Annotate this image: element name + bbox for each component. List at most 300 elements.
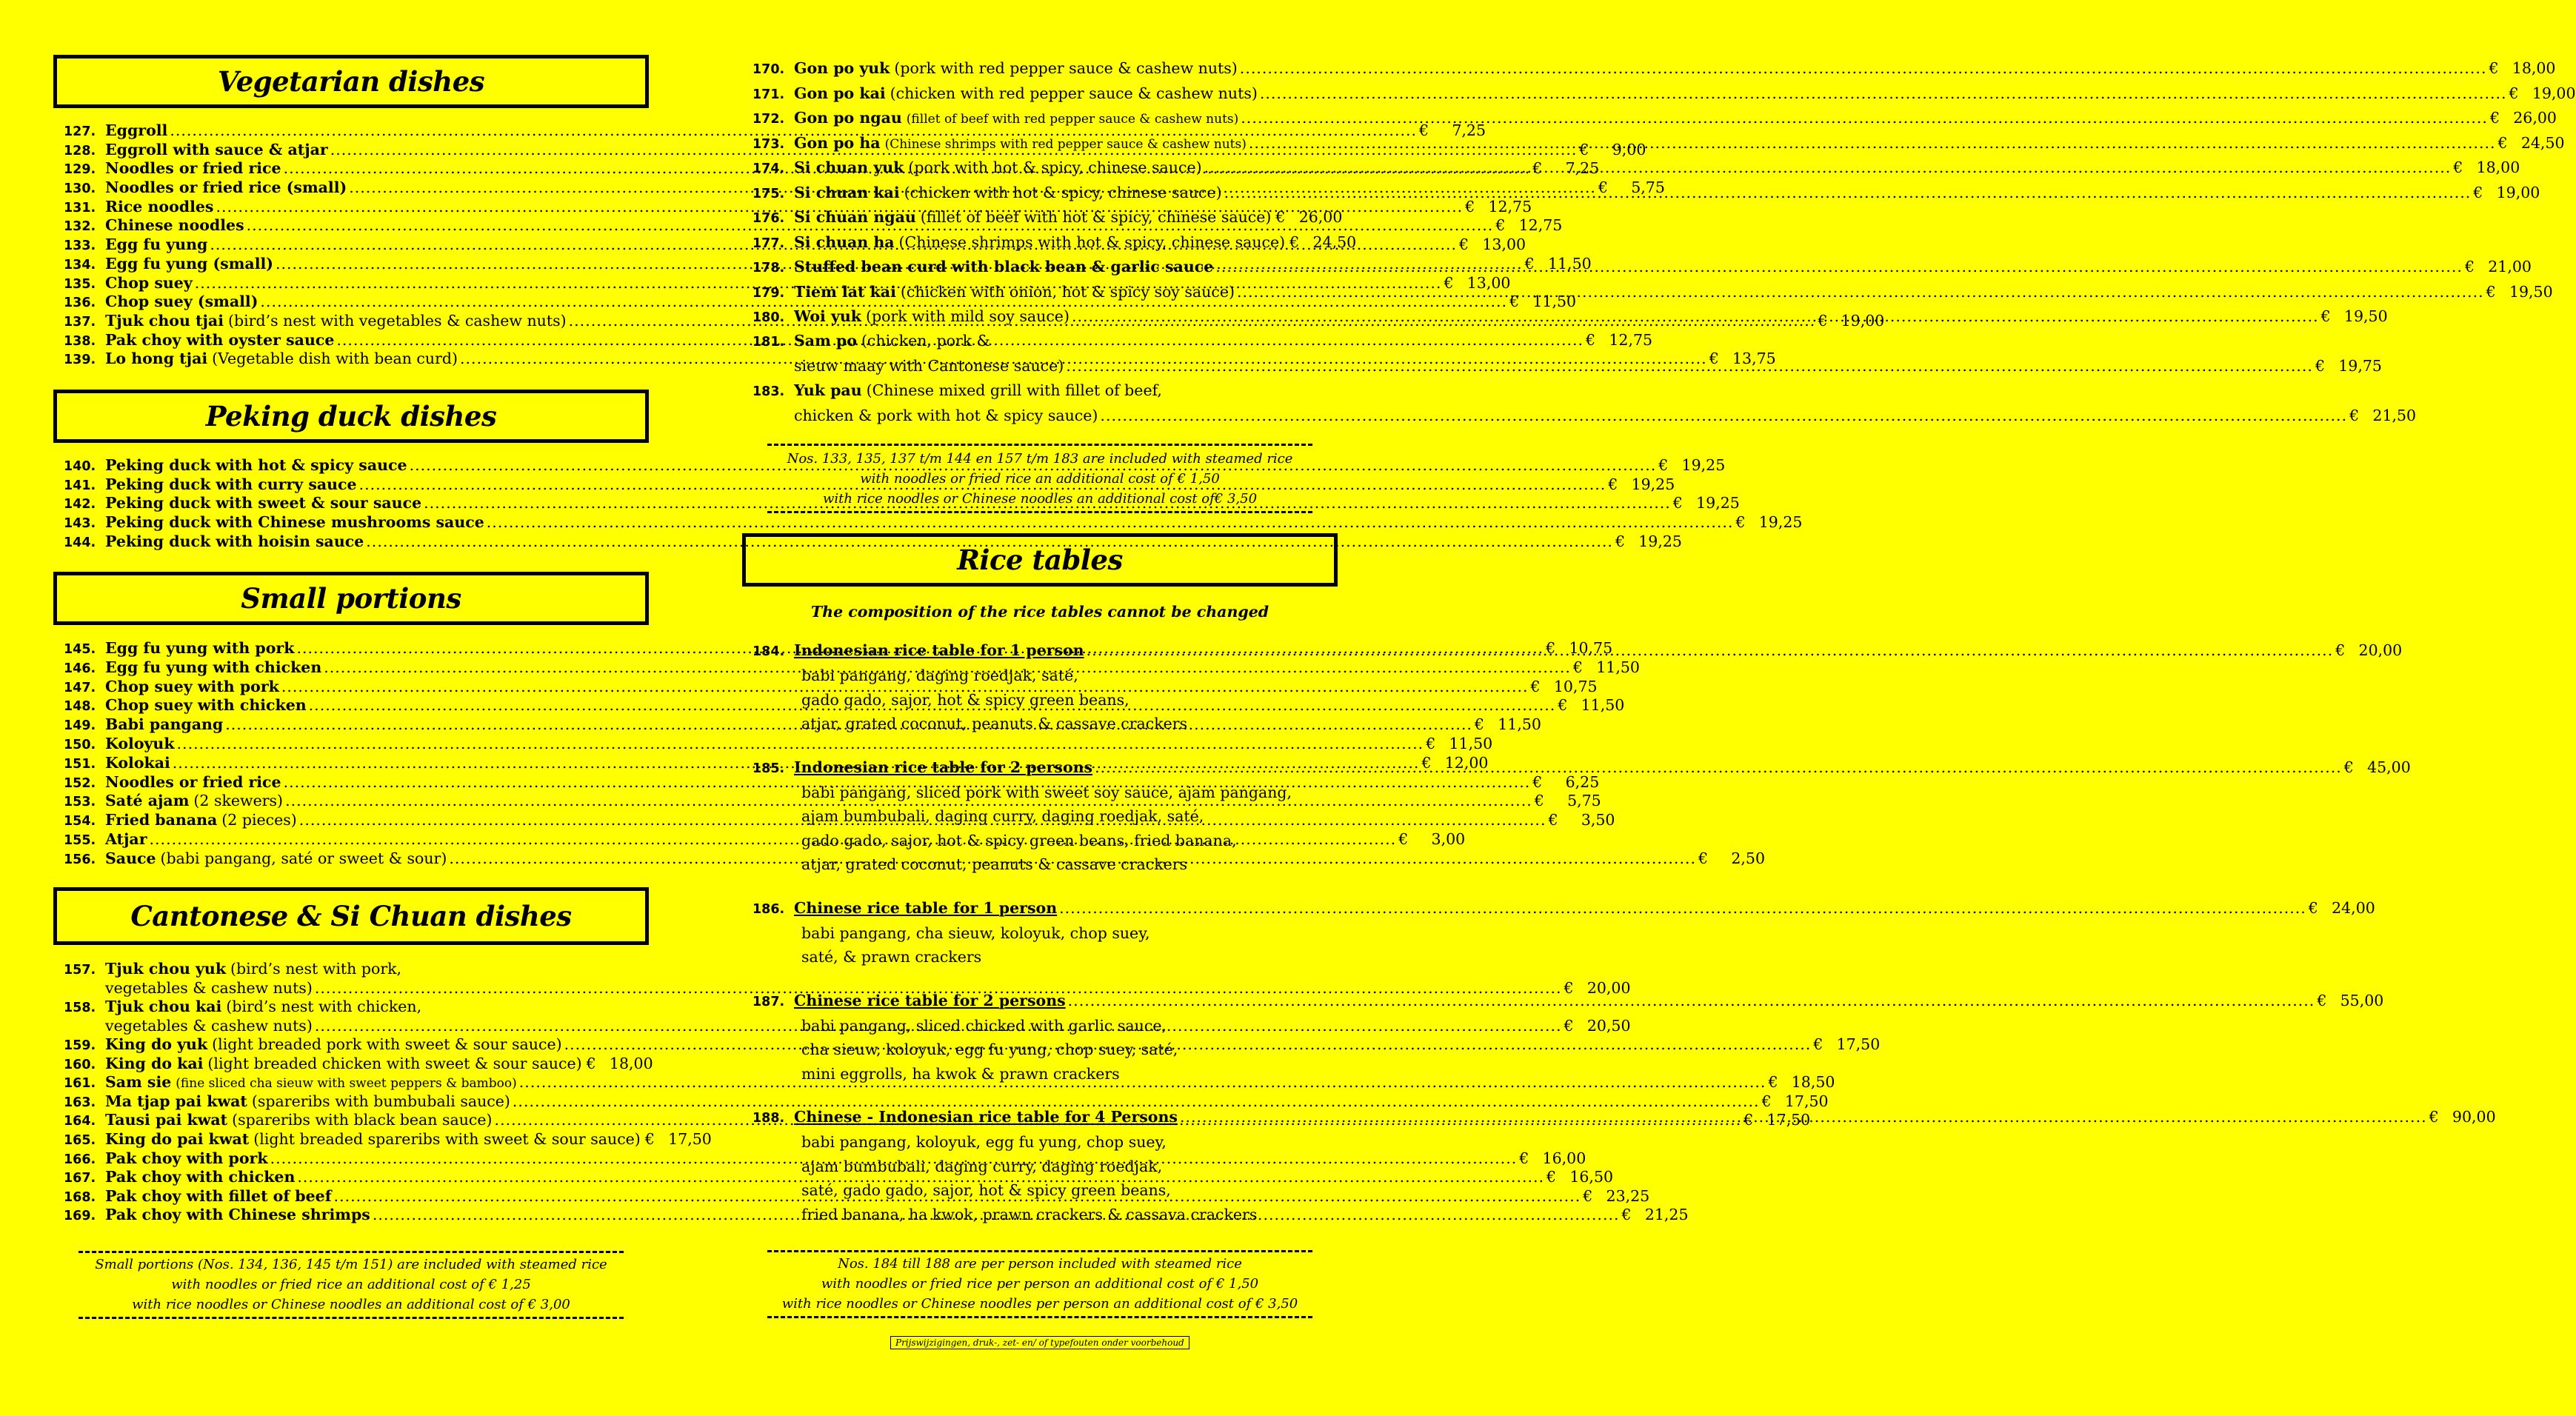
currency-symbol: €	[1658, 456, 1669, 474]
small-portions-title: Small portions	[241, 582, 461, 615]
item-name: Stuffed bean curd with black bean & garlic sauce	[794, 258, 1214, 275]
item-price: 19,25	[1638, 532, 1682, 550]
currency-symbol: €	[1558, 696, 1568, 715]
item-price: 19,50	[2343, 307, 2388, 325]
right-dishes-note	[742, 449, 1338, 509]
item-description-cont: vegetables & cashew nuts)	[105, 978, 313, 997]
contents-line: babi pangang, sliced pork with sweet soy sauce, ajam pangang,	[801, 783, 1292, 801]
item-price: 19,00	[1841, 311, 1885, 330]
menu-item	[753, 378, 2417, 428]
item-description: (chicken, pork &	[861, 332, 990, 350]
item-number: 129.	[64, 162, 96, 178]
currency-symbol: €	[1444, 273, 1454, 292]
item-number: 137.	[64, 314, 96, 330]
contents-line: cha sieuw, koloyuk, egg fu yung, chop suey, saté,	[801, 1041, 1178, 1058]
rice-tables-subtitle: The composition of the rice tables cannot be changed	[810, 603, 1269, 621]
item-name: Pak choy with pork	[105, 1149, 268, 1167]
item-price: 21,00	[2488, 258, 2532, 275]
item-number: 176.	[753, 211, 785, 226]
currency-symbol: €	[1398, 829, 1409, 848]
item-description-cont: vegetables & cashew nuts)	[105, 1016, 313, 1035]
currency-symbol: €	[1698, 849, 1709, 867]
currency-symbol: €	[1546, 639, 1556, 657]
item-name: King do pai kwat	[105, 1129, 250, 1148]
item-name: Chinese rice table for 2 persons	[794, 991, 1066, 1009]
item-name: Si chuan kai	[794, 183, 900, 201]
item-price: 21,50	[2372, 406, 2417, 424]
item-name: Si chuan yuk	[794, 158, 904, 176]
currency-symbol: €	[1709, 350, 1719, 368]
item-name: Gon po ha	[794, 133, 881, 152]
item-number: 128.	[64, 143, 96, 158]
item-number: 173.	[753, 136, 785, 152]
currency-symbol: €	[1509, 293, 1520, 311]
currency-symbol: €	[1548, 811, 1558, 829]
leader-dots	[1095, 754, 2342, 781]
item-name: Eggroll with sauce & atjar	[105, 140, 328, 158]
item-name: Chop suey with chicken	[105, 696, 307, 715]
menu-item	[753, 56, 2556, 81]
small-portions-header	[53, 572, 649, 625]
item-number: 150.	[64, 737, 96, 752]
item-price: 12,75	[1488, 197, 1532, 216]
contents-line: atjar, grated coconut, peanuts & cassave crackers	[801, 855, 1188, 873]
item-price: 10,75	[1569, 639, 1613, 657]
item-price: 17,50	[1766, 1111, 1811, 1129]
item-name: Peking duck with hot & spicy sauce	[105, 456, 407, 474]
item-description: (chicken with onion, hot & spicy soy sauce)	[900, 282, 1235, 301]
leader-dots	[487, 513, 1734, 532]
item-name: Pak choy with chicken	[105, 1168, 296, 1186]
item-name: Noodles or fried rice	[105, 772, 281, 791]
item-number: 168.	[64, 1189, 96, 1205]
item-number: 157.	[64, 963, 96, 978]
peking-duck-title: Peking duck dishes	[205, 400, 497, 433]
item-number: 152.	[64, 775, 96, 791]
note-line: with noodles or fried rice per person an additional cost of € 1,50	[821, 1276, 1259, 1292]
currency-symbol: €	[1761, 1092, 1772, 1110]
note-line: Small portions (Nos. 134, 136, 145 t/m 151) are included with steamed rice	[95, 1257, 607, 1272]
vegetarian-header	[53, 55, 649, 108]
currency-symbol: €	[1532, 159, 1543, 178]
currency-symbol: €	[644, 1129, 655, 1148]
item-number: 170.	[753, 62, 785, 77]
menu-item	[753, 205, 1343, 230]
item-description: (fillet of beef with red pepper sauce & cashew nuts)	[906, 112, 1239, 127]
contents-line: ajam bumbubali, daging curry, daging roedjak, saté,	[801, 807, 1204, 825]
item-number: 153.	[64, 795, 96, 810]
item-description: (fine sliced cha sieuw with sweet peppers & bamboo)	[176, 1076, 517, 1092]
item-price: 3,00	[1431, 829, 1466, 848]
note-line: with noodles or fried rice an additional cost of € 1,50	[860, 471, 1220, 487]
item-name: Chop suey with pork	[105, 677, 279, 695]
leader-dots	[1059, 895, 2306, 921]
item-first-line	[753, 329, 1338, 354]
item-price: 19,75	[2338, 356, 2382, 375]
item-number: 144.	[64, 535, 96, 550]
item-price: 17,50	[1836, 1035, 1881, 1053]
currency-symbol: €	[1465, 197, 1475, 216]
menu-item	[64, 677, 1598, 697]
menu-item	[64, 1129, 712, 1149]
item-number: 134.	[64, 257, 96, 273]
item-name: Noodles or fried rice (small)	[105, 178, 347, 197]
item-number: 136.	[64, 295, 96, 311]
peking-duck-header	[53, 390, 649, 443]
item-name: Yuk pau	[794, 381, 862, 399]
currency-symbol: €	[2343, 758, 2354, 776]
item-price: 19,50	[2509, 282, 2553, 301]
currency-symbol: €	[1546, 1168, 1557, 1186]
item-name: Fried banana	[105, 811, 218, 829]
item-number: 149.	[64, 718, 96, 734]
item-number: 177.	[753, 236, 785, 251]
item-description: (light breaded pork with sweet & sour sauce)	[212, 1035, 562, 1053]
item-price: 19,00	[2496, 183, 2540, 201]
leader-dots	[1240, 56, 2487, 81]
item-name: Atjar	[105, 829, 147, 848]
item-number: 141.	[64, 478, 96, 493]
item-number: 130.	[64, 181, 96, 197]
item-name: King do kai	[105, 1054, 204, 1072]
leader-dots	[1204, 156, 2452, 181]
currency-symbol: €	[1419, 121, 1429, 139]
item-name: Noodles or fried rice	[105, 159, 281, 178]
item-description: (chicken with hot & spicy, chinese sauce)	[904, 183, 1222, 201]
item-number: 186.	[753, 901, 785, 917]
item-number: 154.	[64, 814, 96, 829]
currency-symbol: €	[2473, 183, 2483, 201]
divider-top	[767, 1250, 1312, 1252]
item-name: Pak choy with fillet of beef	[105, 1186, 332, 1205]
currency-symbol: €	[1735, 513, 1746, 532]
leader-dots	[1237, 280, 2484, 305]
item-number: 151.	[64, 756, 96, 772]
item-description-cont: chicken & pork with hot & spicy sauce)	[794, 406, 1098, 424]
item-description: (bird’s nest with chicken,	[226, 998, 422, 1015]
currency-symbol: €	[2489, 59, 2499, 77]
item-second-line	[64, 978, 1631, 998]
item-number: 178.	[753, 261, 785, 275]
item-price: 5,75	[1631, 178, 1665, 197]
item-description: (2 pieces)	[221, 811, 297, 829]
item-price: 20,00	[2358, 641, 2403, 659]
item-price: 11,50	[1498, 715, 1541, 734]
item-name: Ma tjap pai kwat	[105, 1092, 247, 1110]
item-number: 184.	[753, 644, 785, 659]
item-name: Peking duck with sweet & sour sauce	[105, 494, 422, 512]
item-number: 175.	[753, 186, 785, 201]
contents-line: fried banana, ha kwok, prawn crackers & cassava crackers	[801, 1205, 1258, 1223]
currency-symbol: €	[1421, 753, 1432, 772]
currency-symbol: €	[1474, 715, 1484, 734]
currency-symbol: €	[2320, 307, 2331, 325]
item-name: Saté ajam	[105, 792, 190, 810]
currency-symbol: €	[1672, 494, 1683, 512]
item-price: 90,00	[2452, 1108, 2496, 1126]
item-description: (pork with red pepper sauce & cashew nuts)	[894, 59, 1238, 77]
item-price: 18,00	[2512, 59, 2556, 77]
currency-symbol: €	[2509, 84, 2519, 102]
item-number: 160.	[64, 1057, 96, 1072]
item-name: Chop suey	[105, 273, 193, 292]
contents-line: saté, & prawn crackers	[801, 948, 982, 966]
item-description: (bird’s nest with vegetables & cashew nuts)	[227, 311, 567, 330]
leader-dots	[1215, 255, 2463, 280]
item-number: 131.	[64, 200, 96, 216]
item-name: Rice noodles	[105, 197, 214, 216]
item-number: 138.	[64, 333, 96, 349]
item-number: 132.	[64, 219, 96, 235]
currency-symbol: €	[1598, 178, 1608, 197]
item-name: Gon po kai	[794, 84, 886, 102]
item-description: (light breaded chicken with sweet & sour sauce)	[207, 1054, 582, 1072]
item-number: 163.	[64, 1095, 96, 1110]
item-price: 18,00	[2476, 158, 2520, 176]
item-number: 169.	[64, 1209, 96, 1224]
item-price: 12,75	[1609, 330, 1653, 349]
currency-symbol: €	[1744, 1111, 1754, 1129]
leader-dots	[1072, 304, 2319, 330]
item-number: 188.	[753, 1111, 785, 1126]
item-name: Gon po yuk	[794, 59, 890, 77]
item-name: Gon po ngau	[794, 109, 902, 127]
divider-top	[79, 1251, 624, 1253]
item-price: 13,00	[1466, 273, 1511, 292]
item-name: Indonesian rice table for 2 persons	[794, 758, 1093, 776]
item-name: Pak choy with oyster sauce	[105, 330, 335, 349]
contents-line: babi pangang, sliced chicked with garlic sauce,	[801, 1016, 1167, 1035]
small-portions-note	[53, 1255, 649, 1315]
item-price: 16,50	[1569, 1168, 1614, 1186]
item-number: 161.	[64, 1076, 96, 1092]
item-description: (Chinese shrimps with red pepper sauce & cashew nuts)	[884, 136, 1247, 152]
item-description: (Vegetable dish with bean curd)	[212, 350, 458, 368]
item-number: 172.	[753, 112, 785, 127]
item-description: (chicken with red pepper sauce & cashew nuts)	[890, 84, 1258, 102]
item-price: 26,00	[1298, 208, 1343, 226]
item-price: 6,25	[1565, 772, 1600, 791]
contents-line: gado gado, sajor, hot & spicy green beans,	[801, 690, 1129, 709]
item-description: (2 skewers)	[193, 792, 284, 810]
currency-symbol: €	[2486, 282, 2496, 301]
currency-symbol: €	[2335, 641, 2346, 659]
currency-symbol: €	[2349, 406, 2360, 424]
item-name: Tausi pai kwat	[105, 1111, 228, 1129]
currency-symbol: €	[2308, 898, 2318, 917]
item-number: 139.	[64, 353, 96, 368]
item-price: 19,25	[1758, 513, 1803, 532]
note-line: with rice noodles or Chinese noodles an additional cost of € 3,00	[132, 1297, 570, 1312]
menu-item	[64, 1054, 653, 1074]
item-name: Egg fu yung	[105, 236, 208, 254]
item-price: 55,00	[2340, 991, 2384, 1009]
item-description: (fillet of beef with hot & spicy, chinese sauce)	[920, 208, 1272, 226]
rice-tables-title: Rice tables	[957, 544, 1123, 576]
item-number: 166.	[64, 1152, 96, 1167]
item-name: Tjuk chou kai	[105, 998, 222, 1015]
item-number: 165.	[64, 1132, 96, 1148]
item-number: 127.	[64, 124, 96, 139]
item-price: 11,50	[1581, 696, 1625, 715]
currency-symbol: €	[2489, 109, 2500, 127]
item-description: (spareribs with black bean sauce)	[232, 1111, 493, 1129]
item-name: Si chuan ngau	[794, 208, 916, 226]
rice-table-contents	[753, 1014, 1338, 1086]
divider-top	[767, 444, 1312, 446]
item-number: 164.	[64, 1114, 96, 1129]
divider-bottom	[79, 1317, 624, 1319]
item-number: 155.	[64, 832, 96, 848]
menu-item	[64, 1092, 1829, 1112]
contents-line: babi pangang, daging roedjak, saté,	[801, 667, 1078, 684]
cantonese-title: Cantonese & Si Chuan dishes	[130, 900, 572, 932]
contents-line: ajam bumbubali, daging curry, daging roedjak,	[801, 1157, 1163, 1175]
item-price: 21,25	[1644, 1206, 1689, 1224]
item-price: 5,75	[1567, 792, 1601, 810]
item-name: Babi pangang	[105, 715, 224, 734]
item-name: Si chuan ha	[794, 233, 895, 251]
menu-item	[64, 532, 1682, 552]
item-name: Egg fu yung (small)	[105, 254, 273, 273]
menu-item	[64, 1168, 1614, 1187]
currency-symbol: €	[1579, 140, 1589, 158]
item-price: 12,75	[1518, 216, 1563, 235]
currency-symbol: €	[1621, 1206, 1632, 1224]
item-name: King do yuk	[105, 1035, 208, 1053]
rice-tables-note	[742, 1254, 1338, 1314]
item-number: 171.	[753, 87, 785, 102]
cantonese-header	[53, 887, 649, 945]
item-number: 146.	[64, 661, 96, 676]
item-description: (light breaded spareribs with sweet & sour sauce)	[253, 1129, 641, 1148]
disclaimer: Prijswijzigingen, druk-, zet- en/ of typefouten onder voorbehoud	[890, 1336, 1189, 1349]
leader-dots	[1249, 131, 2496, 156]
leader-dots	[1224, 181, 2472, 206]
item-price: 23,25	[1606, 1186, 1650, 1205]
menu-item	[753, 895, 2375, 921]
item-number: 174.	[753, 161, 785, 176]
vegetarian-title: Vegetarian dishes	[217, 65, 485, 98]
currency-symbol: €	[2429, 1108, 2439, 1126]
item-price: 26,00	[2513, 109, 2557, 127]
currency-symbol: €	[1564, 1016, 1574, 1035]
item-price: 19,00	[2532, 84, 2576, 102]
item-price: 19,25	[1696, 494, 1740, 512]
item-number: 148.	[64, 699, 96, 715]
currency-symbol: €	[2315, 356, 2325, 375]
currency-symbol: €	[586, 1054, 596, 1072]
item-description: (babi pangang, saté or sweet & sour)	[160, 849, 447, 867]
item-description: (bird’s nest with pork,	[230, 960, 402, 978]
item-price: 12,00	[1444, 753, 1489, 772]
item-price: 10,75	[1553, 677, 1598, 695]
item-price: 16,00	[1542, 1149, 1586, 1167]
item-description: (spareribs with bumbubali sauce)	[251, 1092, 510, 1110]
divider-bottom	[767, 1316, 1312, 1318]
currency-symbol: €	[2497, 133, 2508, 152]
contents-line: gado gado, sajor, hot & spicy green beans, fried banana,	[801, 831, 1237, 849]
currency-symbol: €	[1564, 978, 1574, 997]
currency-symbol: €	[2453, 158, 2463, 176]
item-name: Chinese - Indonesian rice table for 4 Persons	[794, 1108, 1178, 1126]
rice-table-contents	[753, 664, 1338, 736]
item-name: Pak choy with Chinese shrimps	[105, 1206, 370, 1224]
leader-dots	[1087, 637, 2334, 664]
leader-dots	[1260, 81, 2507, 107]
item-number: 142.	[64, 497, 96, 512]
item-number: 167.	[64, 1171, 96, 1186]
item-name: Eggroll	[105, 121, 168, 139]
item-number: 180.	[753, 310, 785, 325]
item-name: Tjuk chou tjai	[105, 311, 224, 330]
currency-symbol: €	[2317, 991, 2327, 1009]
item-price: 18,50	[1791, 1073, 1835, 1092]
item-price: 2,50	[1731, 849, 1765, 867]
item-price: 20,50	[1586, 1016, 1631, 1035]
currency-symbol: €	[1586, 330, 1596, 349]
currency-symbol: €	[1615, 532, 1625, 550]
currency-symbol: €	[1459, 236, 1469, 254]
item-description: (pork with mild soy sauce)	[865, 307, 1070, 325]
currency-symbol: €	[1530, 677, 1541, 695]
menu-item	[753, 230, 1357, 256]
item-name: Indonesian rice table for 1 person	[794, 641, 1084, 659]
leader-dots	[1068, 987, 2315, 1014]
item-name: Lo hong tjai	[105, 350, 208, 368]
item-number: 158.	[64, 1001, 96, 1015]
item-price: 11,50	[1596, 658, 1640, 676]
contents-line: mini eggrolls, ha kwok & prawn crackers	[801, 1064, 1120, 1083]
contents-line: babi pangang, cha sieuw, koloyuk, chop suey,	[801, 924, 1150, 942]
item-price: 7,25	[1565, 159, 1600, 178]
item-price: 45,00	[2367, 758, 2411, 776]
item-description: (Chinese mixed grill with fillet of beef,	[866, 381, 1162, 399]
divider-bottom	[767, 511, 1312, 513]
currency-symbol: €	[2464, 258, 2475, 275]
item-name: Chinese rice table for 1 person	[794, 898, 1058, 917]
currency-symbol: €	[1583, 1186, 1593, 1205]
menu-item	[64, 121, 1486, 141]
item-number: 185.	[753, 761, 785, 776]
leader-dots	[1241, 106, 2488, 131]
item-description: (pork with hot & spicy, chinese sauce)	[908, 158, 1202, 176]
rice-tables-header	[742, 533, 1338, 587]
item-price: 17,50	[1784, 1092, 1829, 1110]
currency-symbol: €	[1495, 216, 1506, 235]
contents-line: atjar, grated coconut, peanuts & cassave crackers	[801, 715, 1188, 732]
item-number: 140.	[64, 459, 96, 474]
leader-dots	[1180, 1103, 2427, 1130]
item-number: 159.	[64, 1038, 96, 1053]
item-price: 19,25	[1681, 456, 1726, 474]
item-price: 20,00	[1586, 978, 1631, 997]
item-name: Peking duck with Chinese mushrooms sauce	[105, 513, 484, 532]
note-line: with rice noodles or Chinese noodles per person an additional cost of € 3,50	[781, 1296, 1298, 1312]
currency-symbol: €	[1608, 475, 1618, 493]
menu-item	[64, 513, 1803, 532]
item-number: 133.	[64, 238, 96, 254]
menu-item	[64, 734, 1493, 754]
item-name: Peking duck with hoisin sauce	[105, 532, 364, 550]
note-line: with noodles or fried rice an additional cost of € 1,25	[171, 1277, 531, 1292]
item-first-line	[753, 378, 1338, 404]
item-name: Egg fu yung with chicken	[105, 658, 322, 676]
item-first-line	[64, 960, 649, 979]
item-number: 181.	[753, 335, 785, 350]
item-price: 3,50	[1581, 811, 1615, 829]
item-price: 24,50	[2520, 133, 2565, 152]
